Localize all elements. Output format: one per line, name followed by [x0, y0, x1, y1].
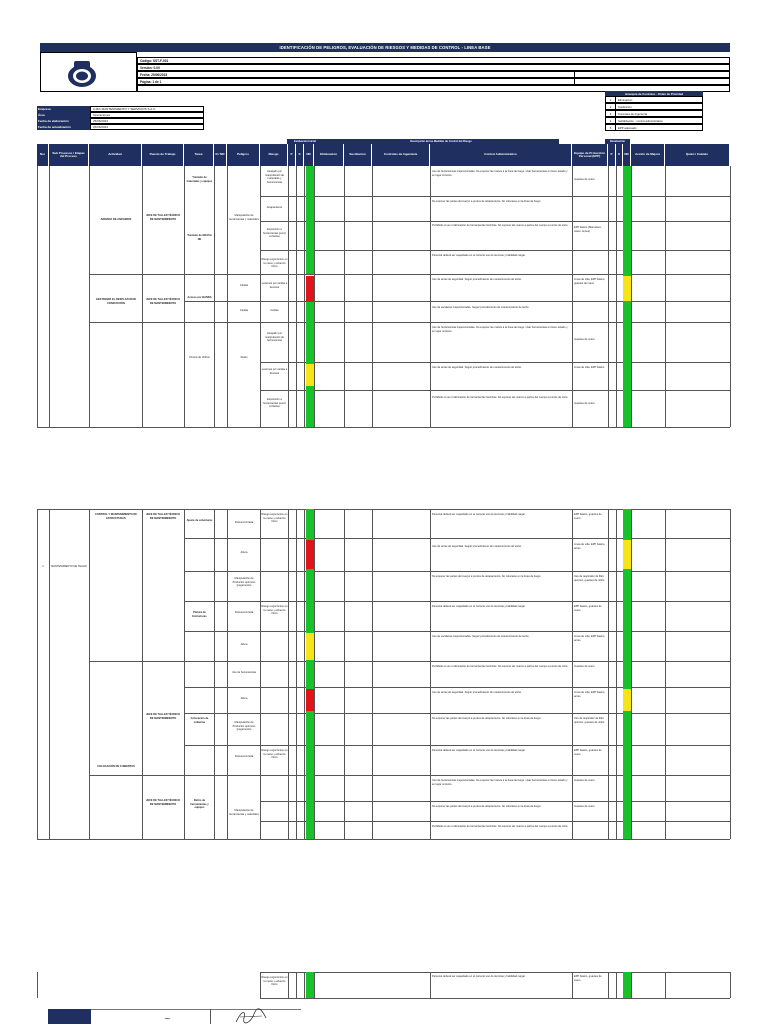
admin-control: Uso de arnés de seguridad. Seguir procedimiento de mantenimiento de techo. [432, 545, 522, 548]
info-created: Fecha de elaboración 25/06/2023 [37, 118, 204, 124]
risk-level-red [306, 689, 314, 711]
risk-label: Lesiones por caídas a desnivel [261, 368, 288, 375]
col-hazard: Peligros [227, 144, 260, 166]
meta-code: Código: SST-F-001 [137, 57, 730, 64]
hazard-label: Postura forzada [234, 755, 254, 758]
section-page3 [37, 972, 730, 998]
admin-control: Prohibido el uso o fabricación de herramientas hechizas. No exponer las manos a partes del cuerpo a puntos de corte. [432, 825, 569, 828]
admin-control: Uso de arnés de seguridad. Seguir procedimiento de mantenimiento de techo. [432, 366, 522, 369]
hazard-label: Postura forzada [234, 611, 254, 614]
risk-label: Riesgo ergonómico en la mano y esfuerzo físico [261, 605, 288, 615]
task-label: Traslado de GRASA DE [187, 234, 212, 241]
legend-title: Jerarquía de Controles - Orden de Prioridad [605, 91, 703, 96]
col-admin: Control Administrativo [430, 144, 572, 166]
legend-item-5: 5 EPP adecuado [605, 124, 703, 131]
col-nr2: NR [623, 144, 631, 166]
col-task: Tarea [184, 144, 214, 166]
risk-level-yellow [306, 364, 314, 386]
activity-label: CONTROL Y MANTENIMIENTO DE ESTRUCTURAS [94, 513, 138, 520]
band-controls: Descripción de las Medidas de Control del Riesgo [323, 139, 559, 144]
admin-control: Uso de herramientas inspeccionadas. No exponer las manos a la línea de fuego. Usar herramientas en buen estado y en lugar correcto. [432, 779, 568, 786]
epp-label: EPP básico, guantes de cuero [574, 975, 602, 982]
admin-control: Prohibido el uso o fabricación de herramientas hechizas. No exponer las manos a partes del cuerpo a puntos de corte. [432, 396, 569, 399]
admin-control: No exponer las partes del cuerpo a puntos de atrapamiento. No colocarse en la línea de fuego. [432, 200, 542, 203]
info-area: Área Operaciones [37, 112, 204, 118]
risk-label: Riesgo ergonómico en la mano y esfuerzo físico [261, 976, 288, 986]
risk-level-yellow [306, 633, 314, 660]
epp-label: Línea de vida, EPP básico, arnés [574, 543, 606, 550]
epp-label: Uso de respirador de filtro químico, guantes de nitrilo [574, 717, 605, 724]
risk-label: Lesiones por caídas a desnivel [261, 282, 288, 289]
legend-item-3: 3 Controles de Ingeniería [605, 110, 703, 117]
logo-frame [40, 52, 137, 92]
position-label: JEFE DE TALLER TÉCNICO DE MANTENIMIENTO [146, 298, 180, 305]
position-label: JEFE DE TALLER TÉCNICO DE MANTENIMIENTO [146, 713, 180, 720]
task-label: Acceso por BANDA [187, 296, 212, 299]
admin-control: Prohibido el uso o fabricación de herramientas hechizas. No exponer las manos a partes del cuerpo a puntos de corte. [432, 224, 569, 227]
hazard-label: Caídas [239, 309, 249, 312]
col-elimination: Eliminación [314, 144, 344, 166]
admin-control: Personal deberá ser capacitado en el correcto uso de técnicas y habilidad cargar. [432, 254, 526, 257]
position-label: JEFE DE TALLER TÉCNICO DE MANTENIMIENTO [146, 513, 180, 520]
epp-label: Línea de vida, EPP básico, guantes de cuero [574, 278, 606, 285]
task-label: Colocación de cubiertas [190, 717, 209, 724]
risk-level-red [306, 276, 314, 301]
admin-control: No exponer las partes del cuerpo a puntos de atrapamiento. No colocarse en la línea de fuego. [432, 717, 542, 720]
hazard-label: Manipulación de Productos químicos (pegamento) [232, 721, 256, 731]
signature-mark: ~ [164, 1014, 171, 1023]
col-substitution: Sustitución [344, 144, 372, 166]
hazard-label: Manipulación de Productos químicos (pegamento) [232, 577, 256, 587]
col-p2: P [608, 144, 616, 166]
info-company: Empresa CJ&C MANTENIMIENTO Y SERVICIOS S.A.C. [37, 106, 204, 112]
epp-label: Guantes de cuero [574, 665, 595, 668]
section1-bottom-border [37, 427, 730, 428]
task-label: Retiro de herramientas y equipos [190, 799, 209, 809]
epp-label: Guantes de cuero [574, 779, 595, 782]
col-nr1: NR [304, 144, 314, 166]
col-epp: Equipo de Protección Personal (EPP) [572, 144, 608, 166]
position-label: JEFE DE TALLER TÉCNICO DE MANTENIMIENTO [146, 799, 180, 806]
admin-control: Uso de arnés de seguridad. Seguir procedimiento de mantenimiento de techo. [432, 691, 522, 694]
risk-label: Exposición a herramientas punzo cortantes [263, 398, 286, 408]
signature-divider [210, 1009, 211, 1024]
footer-logo-block [48, 1009, 91, 1024]
signature-handwritten [232, 1008, 272, 1024]
hazard-label: Altura [240, 643, 248, 646]
risk-level-green [306, 166, 314, 274]
task-label: Pintura de Vidrios [189, 356, 210, 359]
col-risk: Riesgo [260, 144, 288, 166]
meta-date: Fecha: 25/06/2023 [137, 71, 730, 78]
activity-label: GESTIONAR EL DESPLAZAR DE CONDUCCIÓN [95, 298, 137, 305]
epp-label: EPP básico (Mameluco, casco, lentes) [574, 226, 602, 233]
col-rnr: R / NR [214, 144, 227, 166]
admin-control: Uso de arnés de seguridad. Seguir procedimiento de mantenimiento de techo. [432, 278, 522, 281]
epp-label: Guantes de cuero [574, 338, 595, 341]
admin-control: Uso de escaleras inspeccionadas. Seguir procedimiento de mantenimiento de techo. [432, 306, 530, 309]
risk-label: Riesgo ergonómico en la mano y esfuerzo físico [261, 749, 288, 759]
col-position: Puesto de Trabajo [142, 144, 184, 166]
admin-control: Prohibido el uso o fabricación de herramientas hechizas. No exponer las manos a partes del cuerpo a puntos de corte. [432, 665, 569, 668]
activity-label: COLOCACIÓN DE CUBIERTAS [97, 765, 135, 768]
info-updated: Fecha de actualización 25/06/2023 [37, 124, 204, 130]
epp-label: Línea de vida, EPP básico [574, 366, 605, 369]
col-p1: P [288, 144, 296, 166]
residual-level-yellow [623, 689, 631, 711]
process-label: MANTENIMIENTO DE TECHO [51, 565, 87, 568]
hazard-label: Altura [240, 697, 248, 700]
hazard-label: Manipulación de herramientas y materiales [229, 214, 259, 221]
epp-label: Guantes de cuero [574, 805, 595, 808]
meta-version: Versión: 0-00 [137, 64, 730, 71]
col-s1: S [296, 144, 304, 166]
residual-level-green [623, 972, 631, 998]
task-label: Traslado de materiales y equipos [186, 176, 213, 183]
hazard-label: Postura forzada [234, 521, 254, 524]
col-s2: S [616, 144, 623, 166]
meta-page: Página: 1 de 1 [137, 78, 730, 85]
task-label: Ajuste de coberturas [186, 519, 213, 522]
admin-control: Personal deberá ser capacitado en el correcto uso de técnicas y habilidad cargar. [432, 513, 526, 516]
hazard-label: Ruido [240, 356, 248, 359]
document-title: IDENTIFICACIÓN DE PELIGROS, EVALUACIÓN DE RIESGOS Y MEDIDAS DE CONTROL - LINEA BASE [40, 43, 730, 52]
epp-label: EPP básico, guantes de cuero [574, 605, 602, 612]
hazard-label: Altura [240, 551, 248, 554]
legend-item-2: 2 Sustitución [605, 103, 703, 110]
task-label: Pintura de Estructuras [192, 611, 207, 618]
admin-control: Uso de escaleras inspeccionadas. Seguir procedimiento de mantenimiento de techo. [432, 635, 530, 638]
col-nro: Nro [37, 144, 49, 166]
risk-level-green [306, 972, 314, 998]
residual-level-yellow [623, 540, 631, 569]
col-subprocess: Sub Procesos / Etapas del Proceso [49, 144, 89, 166]
risk-label: Atrapamiento [266, 206, 283, 209]
risk-label: Riesgo ergonómico en la mano y esfuerzo físico [261, 513, 288, 523]
section-page2 [37, 509, 730, 839]
col-who-when: Quién / Cuándo [665, 144, 730, 166]
admin-control: Personal deberá ser capacitado en el correcto uso de técnicas y habilidad cargar. [432, 975, 526, 978]
epp-label: Guantes de cuero [574, 178, 595, 181]
epp-label: Guantes de cuero [574, 402, 595, 405]
activity-label: ARMADO DE ANDAMIOS [100, 218, 132, 221]
position-label: JEFE DE TALLER TÉCNICO DE MANTENIMIENTO [146, 214, 180, 221]
col-activity: Actividad [89, 144, 142, 166]
risk-label: Riesgo ergonómico en la mano y esfuerzo físico [261, 258, 288, 268]
risk-label: Atrapado por manipulación de herramientas [265, 332, 284, 342]
band-residual: Revaluación [605, 139, 630, 144]
risk-level-red [306, 540, 314, 569]
admin-control: No exponer las partes del cuerpo a puntos de atrapamiento. No colocarse en la línea de fuego. [432, 575, 542, 578]
hazard-label: Caídas [239, 284, 249, 287]
epp-label: EPP básico, guantes de cuero [574, 513, 602, 520]
legend-item-1: 1 Eliminación [605, 96, 703, 103]
epp-label: Uso de respirador de filtro químico, guantes de nitrilo [574, 575, 605, 582]
epp-label: Línea de vida, EPP básico, arnés [574, 635, 606, 642]
col-improvement: Acción de Mejora [631, 144, 665, 166]
risk-label: Atrapado por manipulación de materiales y herramientas [265, 170, 284, 184]
admin-control: Personal deberá ser capacitado en el correcto uso de técnicas y habilidad cargar. [432, 605, 526, 608]
epp-label: EPP básico, guantes de cuero [574, 749, 602, 756]
admin-control: No exponer las partes del cuerpo a puntos de atrapamiento. No colocarse en la línea de fuego. [432, 805, 542, 808]
legend-item-4: 4 Señalización - control administrativo [605, 117, 703, 124]
row-number: 1 [42, 565, 44, 568]
residual-level-yellow [623, 276, 631, 301]
risk-label: Exposición a herramientas punzo cortantes [263, 228, 286, 238]
section-page1 [37, 166, 730, 427]
hazard-label: Manipulación de herramientas y materiales [229, 809, 259, 816]
col-engineering: Controles de Ingeniería [372, 144, 430, 166]
epp-label: Línea de vida, EPP básico, arnés [574, 691, 606, 698]
risk-label: Caídas [270, 309, 279, 312]
admin-control: Personal deberá ser capacitado en el correcto uso de técnicas y habilidad cargar. [432, 749, 526, 752]
admin-control: Uso de herramientas inspeccionadas. No exponer las manos a la línea de fuego. Usar herramientas en buen estado y en lugar correcto. [432, 170, 568, 177]
hazard-label: Uso de herramientas [231, 671, 257, 674]
admin-control: Uso de herramientas inspeccionadas. No exponer las manos a la línea de fuego. Usar herramientas en buen estado y en lugar correcto. [432, 326, 568, 333]
band-initial: Evaluación Inicial [287, 139, 323, 144]
